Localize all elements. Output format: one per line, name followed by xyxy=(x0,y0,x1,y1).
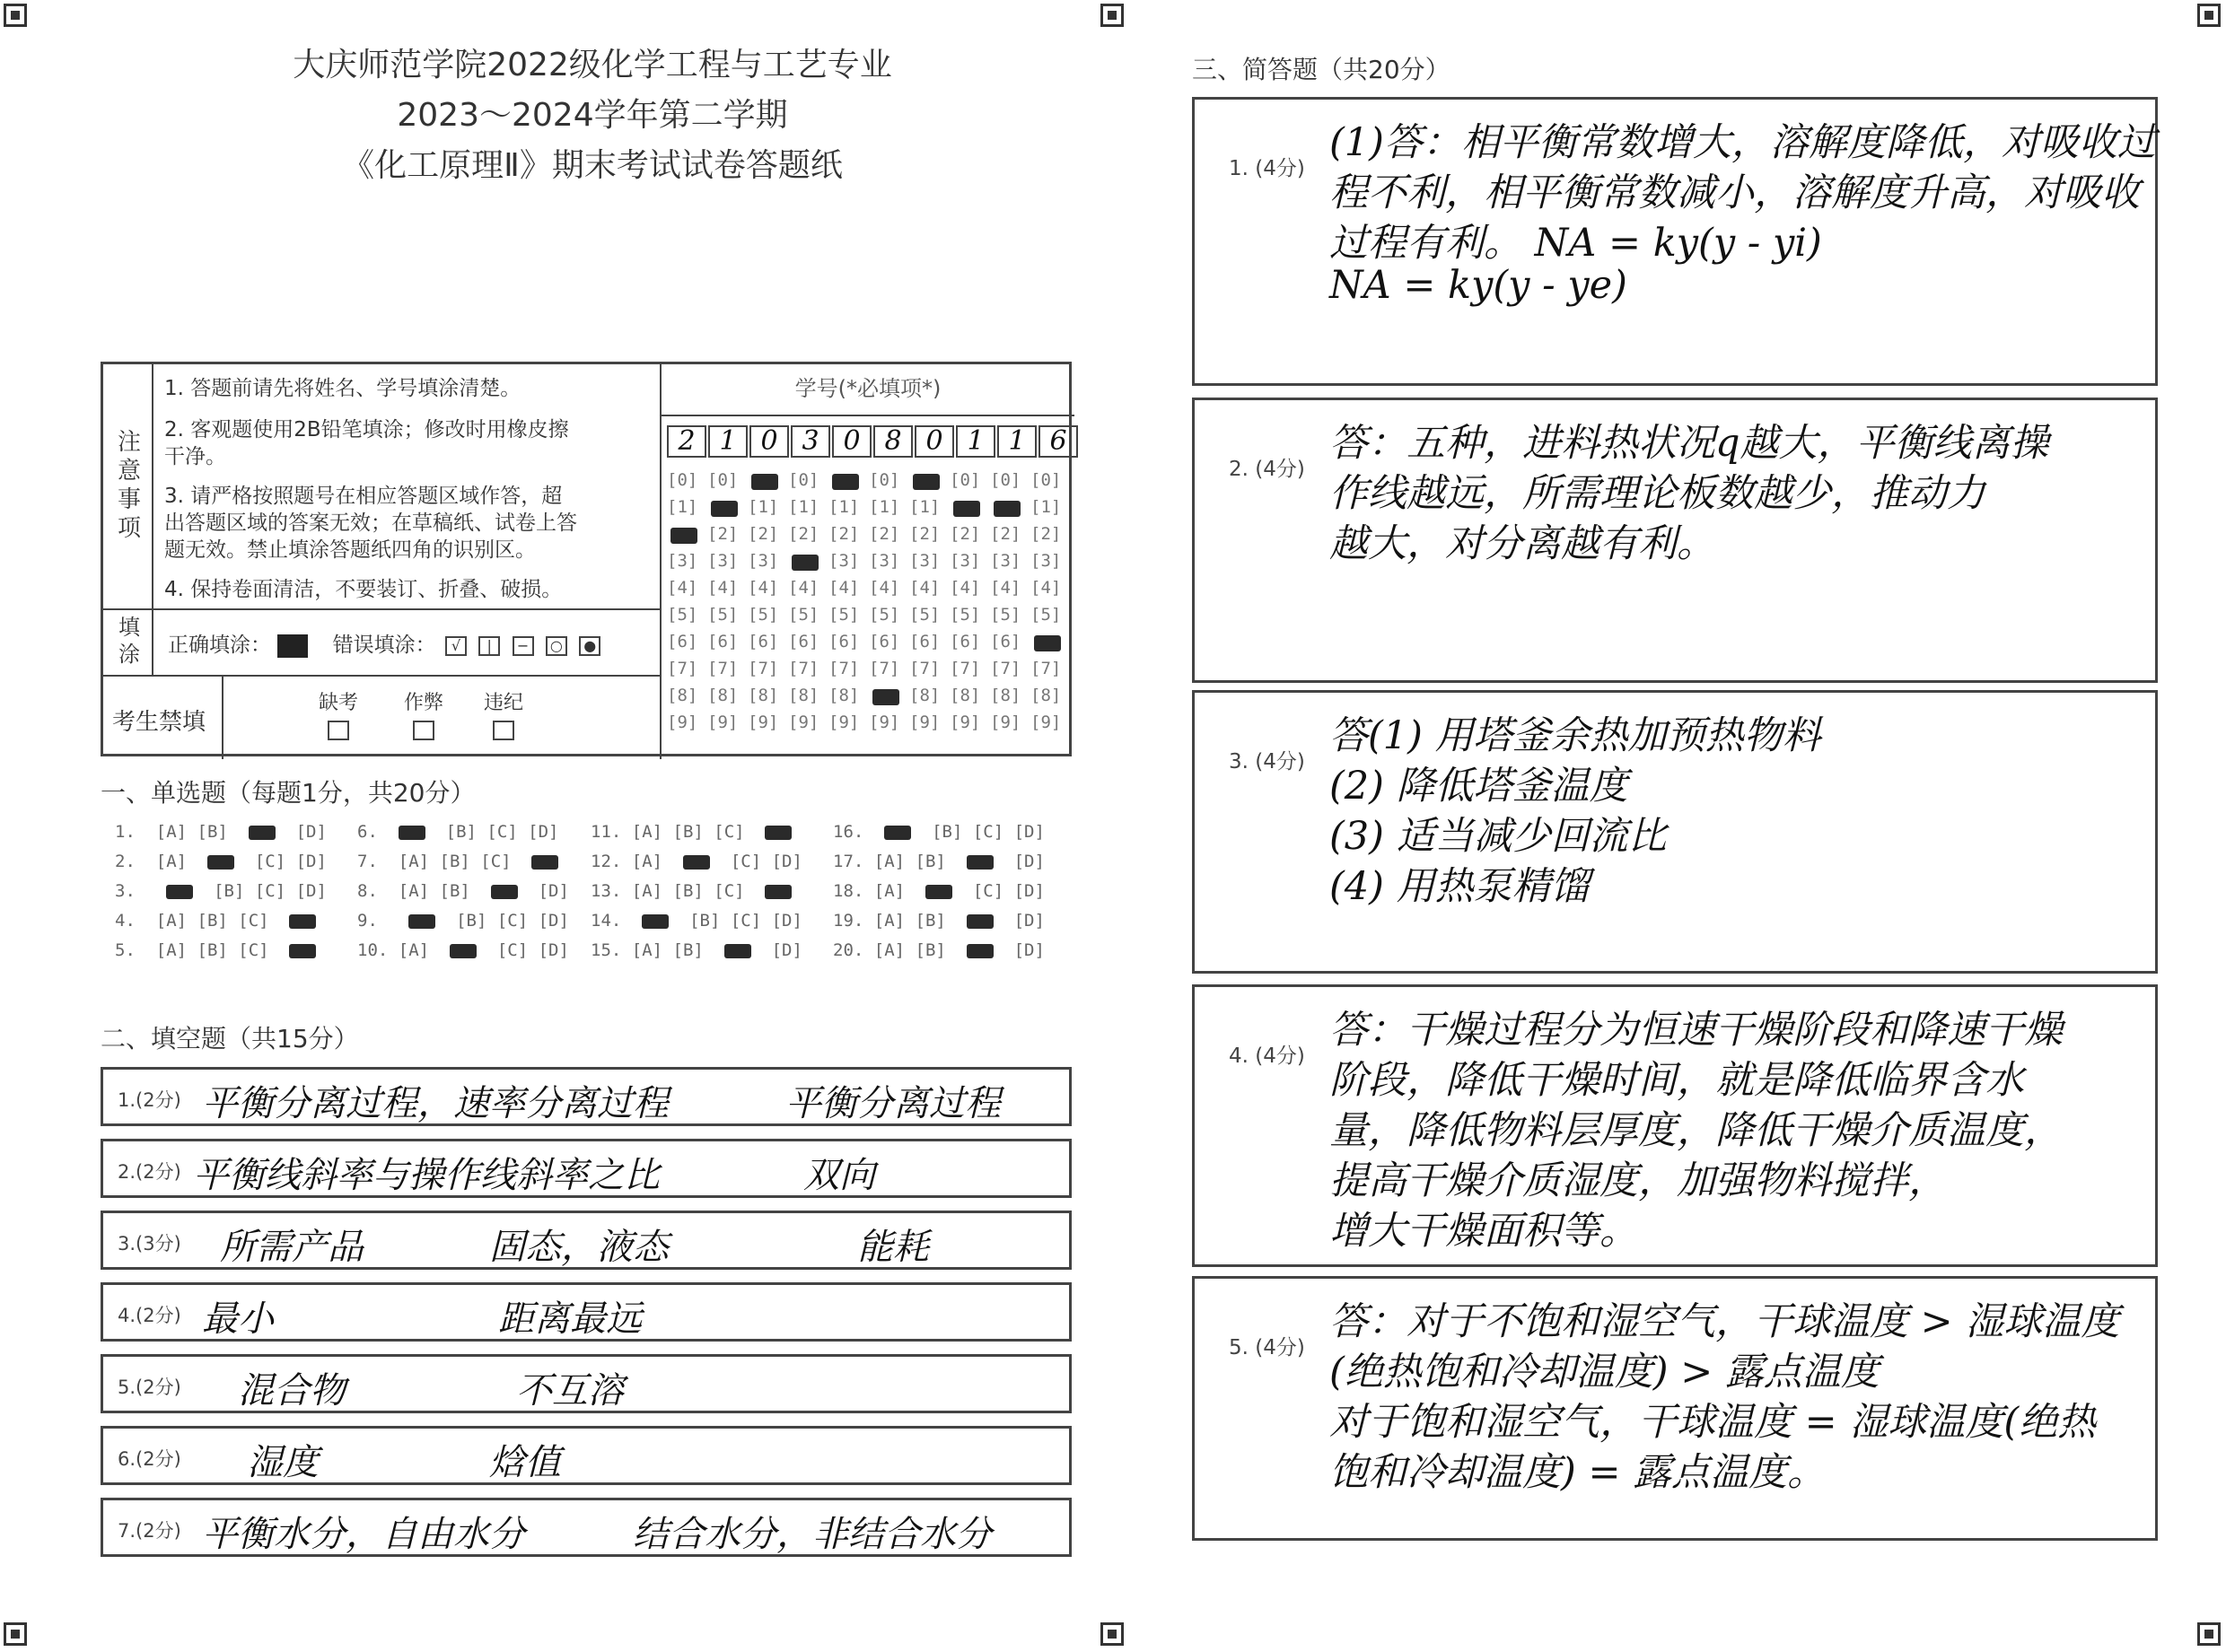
id-bubble: [9] xyxy=(788,712,819,732)
id-bubble: [7] xyxy=(990,659,1021,678)
id-bubble: [5] xyxy=(990,605,1021,625)
id-bubble: [7] xyxy=(667,659,698,678)
section1-title: 一、单选题（每题1分，共20分） xyxy=(101,778,476,808)
fill-blank-answer: 混合物 xyxy=(238,1370,346,1412)
fill-blank-label: 3.(3分) xyxy=(118,1233,181,1254)
id-bubble: [2] xyxy=(707,524,739,544)
id-bubble: [1] xyxy=(869,497,900,517)
rule-line: 题无效。禁止填涂答题纸四角的识别区。 xyxy=(164,538,536,562)
id-bubble-filled xyxy=(913,474,940,490)
short-answer-line: 答(1) 用塔釜余热加预热物料 xyxy=(1329,713,1821,758)
fill-blank-answer: 能耗 xyxy=(857,1227,929,1268)
short-answer-box xyxy=(1192,984,2158,1267)
id-bubble: [7] xyxy=(748,659,779,678)
id-bubble: [8] xyxy=(950,686,981,705)
fill-blank-answer: 平衡水分，自由水分 xyxy=(202,1514,525,1555)
id-bubble: [4] xyxy=(990,578,1021,598)
id-bubble: [8] xyxy=(707,686,739,705)
id-bubble: [4] xyxy=(748,578,779,598)
fill-blank-label: 1.(2分) xyxy=(118,1089,181,1111)
id-digit: 1 xyxy=(997,425,1037,458)
choice-question: 10. [A] [C] [D] xyxy=(357,940,569,960)
fill-blank-answer: 不互溶 xyxy=(516,1370,624,1412)
id-digit: 0 xyxy=(915,425,954,458)
id-bubble: [1] xyxy=(909,497,941,517)
fill-blank-answer: 距离最远 xyxy=(498,1298,642,1340)
fill-blank-answer: 平衡线斜率与操作线斜率之比 xyxy=(193,1155,660,1196)
id-bubble: [1] xyxy=(748,497,779,517)
correct-fill-sample xyxy=(277,634,308,658)
check-mark-icon: √ xyxy=(445,636,467,656)
header-school-major: 大庆师范学院2022级化学工程与工艺专业 xyxy=(293,47,892,83)
fill-blank-answer: 双向 xyxy=(803,1155,875,1196)
corner-marker-top-left xyxy=(4,4,27,27)
short-answer-label: 3. (4分) xyxy=(1229,750,1305,774)
id-bubble: [7] xyxy=(869,659,900,678)
corner-marker-bottom-left xyxy=(4,1622,27,1646)
rule-line: 干净。 xyxy=(164,445,226,468)
id-bubble: [2] xyxy=(1030,524,1062,544)
short-answer-line: 越大，对分离越有利。 xyxy=(1329,521,1715,566)
id-bubble: [9] xyxy=(909,712,941,732)
id-digit: 8 xyxy=(873,425,913,458)
fill-instructions xyxy=(168,628,603,658)
choice-question: 11. [A] [B] [C] xyxy=(591,822,792,842)
circle-icon: ○ xyxy=(546,636,567,656)
id-digit: 0 xyxy=(749,425,789,458)
id-bubble: [4] xyxy=(828,578,860,598)
fill-blank-label: 4.(2分) xyxy=(118,1305,181,1326)
short-answer-line: 饱和冷却温度) = 露点温度。 xyxy=(1329,1450,1827,1495)
id-bubble: [4] xyxy=(667,578,698,598)
wrong-fill-label: 错误填涂： xyxy=(332,634,436,657)
id-bubble: [9] xyxy=(707,712,739,732)
student-id-bubble-grid xyxy=(667,470,1071,748)
short-answer-label: 2. (4分) xyxy=(1229,458,1305,481)
id-bubble: [0] xyxy=(667,470,698,490)
short-answer-line: 作线越远，所需理论板数越少，推动力 xyxy=(1329,471,1985,516)
fill-blank-label: 5.(2分) xyxy=(118,1377,181,1398)
id-bubble: [3] xyxy=(869,551,900,571)
short-answer-line: (4) 用热泵精馏 xyxy=(1329,864,1590,909)
id-bubble: [2] xyxy=(788,524,819,544)
id-bubble-filled xyxy=(1034,635,1061,651)
id-bubble: [3] xyxy=(828,551,860,571)
id-bubble: [1] xyxy=(1030,497,1062,517)
id-bubble: [7] xyxy=(1030,659,1062,678)
rule-line: 1. 答题前请先将姓名、学号填涂清楚。 xyxy=(164,377,521,400)
corner-marker-bottom-center xyxy=(1100,1622,1124,1646)
choice-question: 4. [A] [B] [C] xyxy=(115,911,316,931)
vertical-bar-icon: | xyxy=(478,636,500,656)
id-bubble: [0] xyxy=(788,470,819,490)
fill-blank-label: 2.(2分) xyxy=(118,1161,181,1183)
id-bubble: [6] xyxy=(788,632,819,651)
id-bubble: [3] xyxy=(909,551,941,571)
id-bubble: [5] xyxy=(1030,605,1062,625)
correct-fill-label: 正确填涂： xyxy=(168,634,271,657)
id-bubble: [5] xyxy=(667,605,698,625)
header-exam-title: 《化工原理Ⅱ》期末考试试卷答题纸 xyxy=(342,147,843,184)
fill-blank-row xyxy=(101,1354,1072,1413)
fill-blank-answer: 平衡分离过程 xyxy=(785,1083,1001,1124)
id-bubble: [7] xyxy=(788,659,819,678)
id-bubble: [4] xyxy=(950,578,981,598)
flag-cheating: 作弊 xyxy=(404,687,443,740)
fill-blank-row xyxy=(101,1067,1072,1126)
id-bubble: [7] xyxy=(828,659,860,678)
corner-marker-bottom-right xyxy=(2197,1622,2221,1646)
id-bubble: [4] xyxy=(707,578,739,598)
choice-question: 18. [A] [C] [D] xyxy=(833,881,1045,901)
student-id-title: 学号(*必填项*) xyxy=(662,364,1074,416)
id-bubble: [9] xyxy=(869,712,900,732)
short-answer-line: (绝热饱和冷却温度) > 露点温度 xyxy=(1329,1350,1880,1394)
id-bubble: [0] xyxy=(950,470,981,490)
short-answer-line: 阶段，降低干燥时间，就是降低临界含水 xyxy=(1329,1058,2024,1103)
choice-question: 7. [A] [B] [C] xyxy=(357,852,558,871)
choice-question: 19. [A] [B] [D] xyxy=(833,911,1045,931)
notice-side-label: 注意事项 xyxy=(103,364,153,608)
id-bubble-filled xyxy=(832,474,859,490)
choice-question: 3. [B] [C] [D] xyxy=(115,881,327,901)
choice-question: 1. [A] [B] [D] xyxy=(115,822,327,842)
id-bubble: [8] xyxy=(828,686,860,705)
fill-blank-answer: 所需产品 xyxy=(220,1227,364,1268)
id-bubble: [5] xyxy=(788,605,819,625)
choice-question: 16. [B] [C] [D] xyxy=(833,822,1045,842)
fill-blank-answer: 焓值 xyxy=(489,1442,561,1483)
fill-blank-row xyxy=(101,1282,1072,1342)
rule-line: 2. 客观题使用2B铅笔填涂；修改时用橡皮擦 xyxy=(164,418,569,441)
fill-blank-label: 6.(2分) xyxy=(118,1448,181,1470)
choice-question: 9. [B] [C] [D] xyxy=(357,911,569,931)
id-bubble: [9] xyxy=(748,712,779,732)
section2-title: 二、填空题（共15分） xyxy=(101,1024,359,1053)
short-answer-box xyxy=(1192,690,2158,974)
choice-question: 14. [B] [C] [D] xyxy=(591,911,802,931)
id-bubble-filled xyxy=(872,689,899,705)
short-answer-box xyxy=(1192,398,2158,683)
short-answer-label: 1. (4分) xyxy=(1229,157,1305,180)
id-bubble-filled xyxy=(792,555,819,571)
id-bubble: [9] xyxy=(990,712,1021,732)
flag-absent: 缺考 xyxy=(319,687,358,740)
flag-violation: 违纪 xyxy=(484,687,523,740)
id-bubble-filled xyxy=(953,501,980,517)
id-bubble: [8] xyxy=(1030,686,1062,705)
short-answer-line: 答：干燥过程分为恒速干燥阶段和降速干燥 xyxy=(1329,1008,2063,1053)
id-bubble: [1] xyxy=(788,497,819,517)
id-bubble: [5] xyxy=(909,605,941,625)
short-answer-line: (1)答：相平衡常数增大，溶解度降低，对吸收过 xyxy=(1329,120,2156,165)
choice-question: 2. [A] [C] [D] xyxy=(115,852,327,871)
id-bubble: [8] xyxy=(667,686,698,705)
id-bubble: [9] xyxy=(667,712,698,732)
short-answer-label: 4. (4分) xyxy=(1229,1045,1305,1068)
id-bubble: [2] xyxy=(950,524,981,544)
id-bubble: [5] xyxy=(707,605,739,625)
short-answer-line: 答：五种，进料热状况q越大，平衡线离操 xyxy=(1329,421,2049,466)
header-term: 2023～2024学年第二学期 xyxy=(397,97,788,134)
rule-line: 出答题区域的答案无效；在草稿纸、试卷上答 xyxy=(164,511,577,535)
id-bubble: [8] xyxy=(788,686,819,705)
id-bubble: [5] xyxy=(828,605,860,625)
id-bubble: [6] xyxy=(909,632,941,651)
examinee-label: 考生禁填 xyxy=(112,709,206,736)
id-bubble: [2] xyxy=(828,524,860,544)
id-bubble: [3] xyxy=(1030,551,1062,571)
corner-marker-top-center xyxy=(1100,4,1124,27)
short-answer-box xyxy=(1192,97,2158,386)
id-bubble: [3] xyxy=(667,551,698,571)
short-answer-line: 程不利，相平衡常数减小，溶解度升高，对吸收 xyxy=(1329,170,2140,215)
id-bubble: [3] xyxy=(950,551,981,571)
id-bubble-filled xyxy=(994,501,1021,517)
id-bubble: [1] xyxy=(828,497,860,517)
id-bubble-filled xyxy=(670,528,697,544)
id-bubble: [9] xyxy=(828,712,860,732)
id-bubble: [6] xyxy=(667,632,698,651)
id-bubble: [3] xyxy=(990,551,1021,571)
id-bubble: [3] xyxy=(707,551,739,571)
short-answer-line: 量，降低物料层厚度，降低干燥介质温度， xyxy=(1329,1108,2063,1153)
dash-icon: − xyxy=(513,636,534,656)
id-digit: 2 xyxy=(667,425,706,458)
single-choice-area xyxy=(115,822,1066,975)
id-bubble: [6] xyxy=(748,632,779,651)
id-bubble: [7] xyxy=(950,659,981,678)
short-answer-line: 对于饱和湿空气，干球温度 = 湿球温度(绝热 xyxy=(1329,1400,2097,1445)
id-bubble: [5] xyxy=(748,605,779,625)
id-bubble: [8] xyxy=(909,686,941,705)
fill-blank-answer: 平衡分离过程，速率分离过程 xyxy=(202,1083,669,1124)
student-id-digits xyxy=(662,416,1074,458)
short-answer-line: (2) 降低塔釜温度 xyxy=(1329,764,1628,809)
student-id-panel xyxy=(660,364,1074,759)
choice-question: 5. [A] [B] [C] xyxy=(115,940,316,960)
id-digit: 1 xyxy=(708,425,748,458)
section3-title: 三、简答题（共20分） xyxy=(1192,55,1450,84)
fill-blank-row xyxy=(101,1426,1072,1485)
fill-blank-label: 7.(2分) xyxy=(118,1520,181,1542)
fill-blank-row xyxy=(101,1498,1072,1557)
short-answer-label: 5. (4分) xyxy=(1229,1336,1305,1359)
rule-line: 4. 保持卷面清洁，不要装订、折叠、破损。 xyxy=(164,578,563,601)
choice-question: 12. [A] [C] [D] xyxy=(591,852,802,871)
id-bubble: [6] xyxy=(869,632,900,651)
id-bubble: [9] xyxy=(1030,712,1062,732)
id-bubble: [5] xyxy=(950,605,981,625)
id-bubble: [4] xyxy=(869,578,900,598)
id-bubble: [2] xyxy=(748,524,779,544)
id-bubble: [0] xyxy=(707,470,739,490)
id-bubble: [7] xyxy=(909,659,941,678)
fill-blank-answer: 固态，液态 xyxy=(489,1227,669,1268)
id-bubble: [1] xyxy=(667,497,698,517)
id-bubble: [6] xyxy=(828,632,860,651)
id-bubble: [2] xyxy=(990,524,1021,544)
fill-blank-row xyxy=(101,1211,1072,1270)
fill-blank-answer: 结合水分，非结合水分 xyxy=(633,1514,992,1555)
id-bubble: [6] xyxy=(950,632,981,651)
fill-blank-row xyxy=(101,1139,1072,1198)
id-digit: 6 xyxy=(1039,425,1078,458)
fill-blank-answer: 最小 xyxy=(202,1298,274,1340)
id-bubble: [0] xyxy=(990,470,1021,490)
short-answer-line: (3) 适当减少回流比 xyxy=(1329,814,1667,859)
choice-question: 15. [A] [B] [D] xyxy=(591,940,802,960)
id-bubble: [9] xyxy=(950,712,981,732)
id-bubble: [4] xyxy=(788,578,819,598)
short-answer-box xyxy=(1192,1276,2158,1541)
id-bubble: [0] xyxy=(869,470,900,490)
id-bubble: [6] xyxy=(707,632,739,651)
fill-label: 填涂 xyxy=(103,610,153,675)
choice-question: 8. [A] [B] [D] xyxy=(357,881,569,901)
id-bubble-filled xyxy=(751,474,778,490)
dot-icon: ● xyxy=(579,636,600,656)
short-answer-line: 答：对于不饱和湿空气，干球温度 > 湿球温度 xyxy=(1329,1299,2120,1344)
short-answer-line: 提高干燥介质湿度，加强物料搅拌， xyxy=(1329,1158,1947,1203)
short-answer-line: 过程有利。 NA = ky(y - yi) xyxy=(1329,221,1822,266)
id-bubble: [8] xyxy=(748,686,779,705)
choice-question: 13. [A] [B] [C] xyxy=(591,881,792,901)
id-bubble: [0] xyxy=(1030,470,1062,490)
id-bubble: [3] xyxy=(748,551,779,571)
id-bubble: [5] xyxy=(869,605,900,625)
choice-question: 6. [B] [C] [D] xyxy=(357,822,559,842)
id-bubble: [2] xyxy=(909,524,941,544)
fill-blank-answer: 湿度 xyxy=(247,1442,319,1483)
id-bubble: [7] xyxy=(707,659,739,678)
id-bubble-filled xyxy=(711,501,738,517)
id-bubble: [4] xyxy=(1030,578,1062,598)
id-digit: 1 xyxy=(956,425,995,458)
choice-question: 17. [A] [B] [D] xyxy=(833,852,1045,871)
id-bubble: [4] xyxy=(909,578,941,598)
id-digit: 3 xyxy=(791,425,830,458)
id-bubble: [6] xyxy=(990,632,1021,651)
corner-marker-top-right xyxy=(2197,4,2221,27)
short-answer-line: NA = ky(y - ye) xyxy=(1329,263,1627,308)
notice-rules xyxy=(164,375,649,603)
rule-line: 3. 请严格按照题号在相应答题区域作答，超 xyxy=(164,485,563,508)
id-bubble: [2] xyxy=(869,524,900,544)
choice-question: 20. [A] [B] [D] xyxy=(833,940,1045,960)
id-bubble: [8] xyxy=(990,686,1021,705)
notice-box xyxy=(101,362,1072,756)
short-answer-line: 增大干燥面积等。 xyxy=(1329,1209,1638,1254)
id-digit: 0 xyxy=(832,425,872,458)
